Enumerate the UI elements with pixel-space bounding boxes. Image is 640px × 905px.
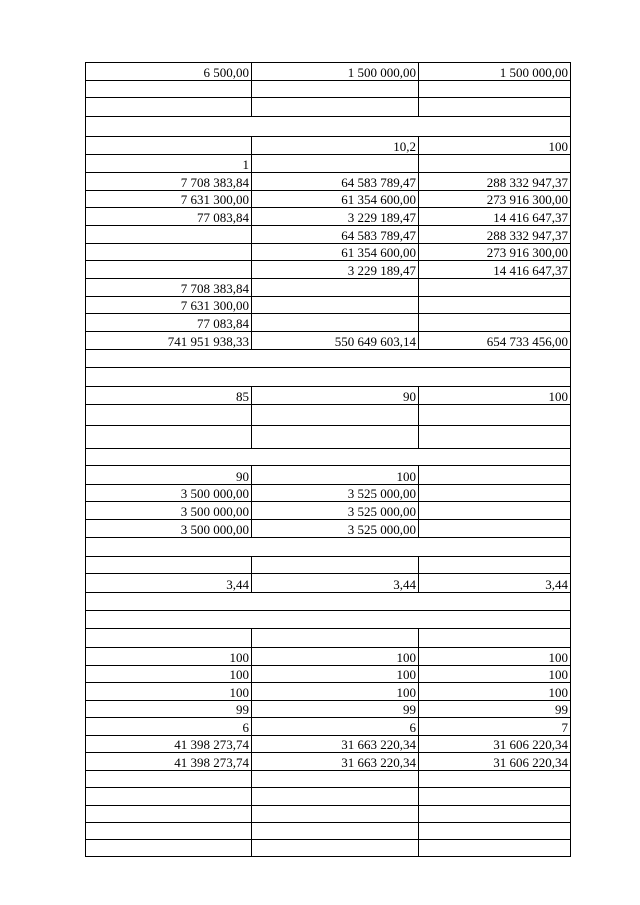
table-cell — [419, 485, 571, 502]
table-cell — [252, 297, 419, 314]
table-cell: 64 583 789,47 — [252, 226, 419, 244]
table-row — [86, 629, 571, 648]
table-cell: 3 500 000,00 — [86, 502, 252, 520]
table-cell: 64 583 789,47 — [252, 173, 419, 191]
table-cell: 3,44 — [86, 574, 252, 593]
table-row — [86, 574, 571, 593]
table-cell — [252, 426, 419, 449]
table-cell — [86, 788, 252, 806]
table-cell: 77 083,84 — [86, 208, 252, 226]
table-cell: 31 606 220,34 — [419, 736, 571, 753]
table-cell: 31 663 220,34 — [252, 736, 419, 753]
table-row — [86, 538, 571, 557]
table-cell — [419, 557, 571, 574]
table-cell — [252, 771, 419, 788]
table-row — [86, 81, 571, 98]
table-row — [86, 63, 571, 81]
table-row — [86, 191, 571, 208]
table-row — [86, 279, 571, 297]
table-cell — [419, 81, 571, 98]
table-cell: 100 — [86, 683, 252, 701]
table-row — [86, 155, 571, 173]
table-cell: 99 — [86, 701, 252, 718]
table-cell — [86, 611, 571, 629]
table-cell: 77 083,84 — [86, 314, 252, 332]
table-cell: 14 416 647,37 — [419, 261, 571, 279]
table-row — [86, 314, 571, 332]
table-row — [86, 208, 571, 226]
table-cell — [252, 629, 419, 648]
table-row — [86, 666, 571, 683]
table-cell — [252, 840, 419, 857]
table-cell — [86, 771, 252, 788]
table-cell: 1 — [86, 155, 252, 173]
table-row — [86, 350, 571, 368]
table-row — [86, 332, 571, 350]
table-cell — [252, 279, 419, 297]
table-cell — [419, 788, 571, 806]
table-row — [86, 173, 571, 191]
table-cell — [252, 557, 419, 574]
table-row — [86, 137, 571, 155]
table-cell: 3,44 — [252, 574, 419, 593]
table-row — [86, 806, 571, 823]
table-cell: 3 500 000,00 — [86, 485, 252, 502]
table-cell — [86, 823, 252, 840]
table-cell: 3 229 189,47 — [252, 208, 419, 226]
table-row — [86, 226, 571, 244]
table-cell — [86, 350, 571, 368]
table-cell — [419, 520, 571, 538]
table-row — [86, 840, 571, 857]
table-cell — [86, 226, 252, 244]
table-cell — [419, 426, 571, 449]
table-row — [86, 823, 571, 840]
table-row — [86, 387, 571, 405]
table-row — [86, 520, 571, 538]
table-row — [86, 449, 571, 466]
table-cell — [419, 629, 571, 648]
table-cell: 7 — [419, 718, 571, 736]
table-body — [86, 63, 571, 857]
table-row — [86, 485, 571, 502]
table-cell — [86, 557, 252, 574]
table-cell: 3,44 — [419, 574, 571, 593]
table-cell: 6 — [86, 718, 252, 736]
table-cell — [86, 449, 571, 466]
table-cell: 99 — [252, 701, 419, 718]
table-cell: 3 525 000,00 — [252, 502, 419, 520]
table-cell: 100 — [86, 666, 252, 683]
table-cell: 1 500 000,00 — [419, 63, 571, 81]
table-cell: 100 — [252, 666, 419, 683]
table-cell — [419, 823, 571, 840]
table-cell — [419, 771, 571, 788]
table-row — [86, 502, 571, 520]
table-cell: 90 — [252, 387, 419, 405]
table-cell — [86, 593, 571, 611]
table-row — [86, 98, 571, 117]
table-cell: 100 — [252, 648, 419, 666]
table-row — [86, 648, 571, 666]
table-cell: 3 229 189,47 — [252, 261, 419, 279]
table-row — [86, 753, 571, 771]
data-table — [85, 62, 571, 857]
table-cell: 288 332 947,37 — [419, 173, 571, 191]
table-row — [86, 593, 571, 611]
table-row — [86, 405, 571, 426]
table-cell — [419, 502, 571, 520]
table-row — [86, 701, 571, 718]
table-cell — [86, 629, 252, 648]
table-cell — [86, 98, 252, 117]
table-cell — [86, 137, 252, 155]
table-cell: 41 398 273,74 — [86, 736, 252, 753]
table-cell: 100 — [419, 648, 571, 666]
table-cell: 100 — [252, 683, 419, 701]
table-cell — [86, 244, 252, 261]
table-cell — [86, 117, 571, 137]
table-cell — [419, 155, 571, 173]
table-cell: 7 708 383,84 — [86, 279, 252, 297]
table-cell — [419, 840, 571, 857]
table-cell — [419, 806, 571, 823]
table-cell — [252, 788, 419, 806]
table-cell: 31 663 220,34 — [252, 753, 419, 771]
table-cell: 85 — [86, 387, 252, 405]
table-row — [86, 466, 571, 485]
table-cell — [419, 314, 571, 332]
table-cell: 14 416 647,37 — [419, 208, 571, 226]
table-cell — [419, 466, 571, 485]
table-cell: 550 649 603,14 — [252, 332, 419, 350]
table-cell: 3 525 000,00 — [252, 520, 419, 538]
table-cell: 41 398 273,74 — [86, 753, 252, 771]
table-row — [86, 718, 571, 736]
table-cell — [252, 806, 419, 823]
table-row — [86, 244, 571, 261]
table-cell — [86, 426, 252, 449]
table-cell: 1 500 000,00 — [252, 63, 419, 81]
table-cell — [252, 405, 419, 426]
table-cell: 100 — [419, 387, 571, 405]
table-cell — [86, 368, 571, 387]
table-cell: 99 — [419, 701, 571, 718]
table-cell: 90 — [86, 466, 252, 485]
table-cell: 7 708 383,84 — [86, 173, 252, 191]
table-cell: 288 332 947,37 — [419, 226, 571, 244]
table-cell: 6 — [252, 718, 419, 736]
table-cell — [86, 261, 252, 279]
table-cell — [419, 98, 571, 117]
table-cell — [252, 823, 419, 840]
table-cell: 3 525 000,00 — [252, 485, 419, 502]
table-cell — [252, 314, 419, 332]
table-cell — [419, 405, 571, 426]
table-row — [86, 788, 571, 806]
table-row — [86, 368, 571, 387]
table-cell: 31 606 220,34 — [419, 753, 571, 771]
table-cell: 654 733 456,00 — [419, 332, 571, 350]
table-cell: 100 — [419, 683, 571, 701]
table-cell — [86, 840, 252, 857]
table-cell: 100 — [86, 648, 252, 666]
table-cell: 273 916 300,00 — [419, 191, 571, 208]
table-row — [86, 683, 571, 701]
table-cell: 3 500 000,00 — [86, 520, 252, 538]
table-row — [86, 611, 571, 629]
table-row — [86, 736, 571, 753]
table-cell — [86, 81, 252, 98]
table-cell — [252, 155, 419, 173]
table-cell — [252, 81, 419, 98]
table-cell — [86, 538, 571, 557]
table-row — [86, 557, 571, 574]
table-cell — [419, 297, 571, 314]
table-row — [86, 261, 571, 279]
table-cell — [252, 98, 419, 117]
table-cell — [86, 405, 252, 426]
table-cell — [86, 806, 252, 823]
table-cell: 100 — [252, 466, 419, 485]
table-row — [86, 771, 571, 788]
table-cell: 100 — [419, 666, 571, 683]
table-cell: 6 500,00 — [86, 63, 252, 81]
table-cell: 61 354 600,00 — [252, 244, 419, 261]
table-cell: 61 354 600,00 — [252, 191, 419, 208]
table-cell — [419, 279, 571, 297]
table-cell: 741 951 938,33 — [86, 332, 252, 350]
table-row — [86, 426, 571, 449]
table-cell: 7 631 300,00 — [86, 297, 252, 314]
table-row — [86, 117, 571, 137]
table-cell: 100 — [419, 137, 571, 155]
table-cell: 10,2 — [252, 137, 419, 155]
table-row — [86, 297, 571, 314]
table-cell: 7 631 300,00 — [86, 191, 252, 208]
table-cell: 273 916 300,00 — [419, 244, 571, 261]
